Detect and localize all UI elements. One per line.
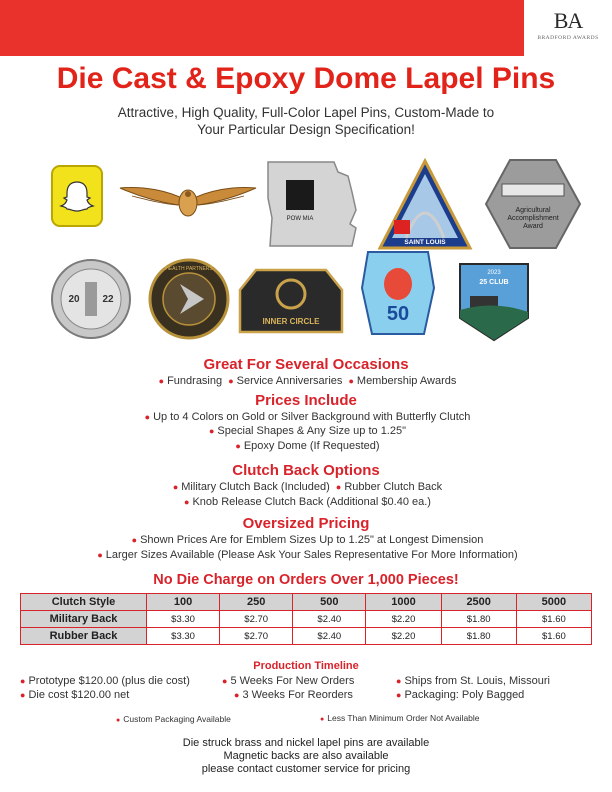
timeline-column-weeks: [222, 674, 354, 702]
table-cell: $1.60: [516, 611, 591, 628]
bullet-icon: ●: [131, 535, 138, 545]
health-partners-pin-image: [148, 258, 230, 340]
bullet-icon: ●: [97, 550, 103, 560]
pow-text: POW MIA: [286, 216, 314, 222]
snapchat-pin-image: [50, 164, 104, 228]
table-header: 100: [147, 594, 220, 611]
clutch-item: Rubber Clutch Back: [344, 481, 443, 493]
page-subtitle: [0, 104, 612, 138]
missouri-pow-pin-image: [264, 158, 360, 252]
footer-notes: [0, 737, 612, 776]
top-banner: [0, 0, 612, 56]
timeline-item: Packaging: Poly Bagged: [404, 689, 525, 701]
clutch-options-line: [0, 496, 612, 508]
prices-include-item: [0, 440, 612, 452]
pin-gallery: [0, 152, 612, 342]
clutch-item: Knob Release Clutch Back (Additional $0.40 ea.): [192, 496, 431, 508]
table-header: 5000: [516, 594, 591, 611]
circle-first-50-pin-image: [358, 248, 438, 342]
table-cell: $2.40: [293, 628, 366, 645]
table-row: [21, 611, 592, 628]
bullet-icon: ●: [320, 716, 325, 723]
clutch-options-line: [0, 481, 612, 493]
club-name: 25 CLUB: [479, 279, 509, 286]
saint-louis-text: SAINT LOUIS: [404, 239, 446, 246]
timeline-item: Ships from St. Louis, Missouri: [404, 675, 550, 687]
bullet-icon: ●: [335, 482, 342, 492]
table-row-label: Military Back: [21, 611, 147, 628]
bullet-icon: ●: [222, 676, 228, 686]
table-header: Clutch Style: [21, 594, 147, 611]
agri-line: Award: [523, 223, 543, 230]
agri-line: Accomplishment: [507, 215, 559, 222]
prices-include-heading: Prices Include: [255, 392, 357, 409]
year-right: 22: [102, 294, 114, 305]
table-cell: $2.20: [366, 611, 441, 628]
oversized-text: Shown Prices Are for Emblem Sizes Up to 1.25" at Longest Dimension: [140, 534, 484, 546]
table-header: 1000: [366, 594, 441, 611]
timeline-item: 3 Weeks For Reorders: [242, 689, 353, 701]
note-minimum-order: [320, 713, 480, 723]
bullet-icon: ●: [20, 676, 26, 686]
note-custom-packaging: [116, 714, 231, 724]
bullet-icon: ●: [396, 676, 402, 686]
table-header: 500: [293, 594, 366, 611]
agricultural-award-pin-image: [484, 156, 582, 252]
logo-tagline: BRADFORD AWARDS: [537, 35, 599, 41]
prices-include-text: Special Shapes & Any Size up to 1.25": [217, 425, 407, 437]
health-partners-text: HEALTH PARTNERS: [165, 266, 213, 272]
bullet-icon: ●: [208, 426, 215, 436]
page-title: Die Cast & Epoxy Dome Lapel Pins: [56, 62, 556, 95]
bullet-icon: ●: [116, 717, 121, 724]
inner-circle-pin-image: [236, 260, 346, 340]
inner-circle-text: INNER CIRCLE: [262, 317, 320, 326]
bullet-icon: ●: [144, 412, 151, 422]
timeline-item: 5 Weeks For New Orders: [230, 675, 355, 687]
no-die-charge-banner: No Die Charge on Orders Over 1,000 Pieces!: [153, 572, 459, 588]
note-text: Custom Packaging Available: [123, 714, 231, 724]
prices-include-item: [0, 425, 612, 437]
table-header: 2500: [441, 594, 516, 611]
aviator-wings-pin-image: [118, 178, 258, 224]
occasions-heading: Great For Several Occasions: [203, 356, 409, 373]
table-cell: $3.30: [147, 628, 220, 645]
timeline-column-shipping: [396, 674, 550, 702]
table-cell: $3.30: [147, 611, 220, 628]
footer-line: please contact customer service for pricing: [201, 763, 411, 775]
2022-silver-pin-image: [50, 258, 132, 340]
bullet-icon: ●: [172, 482, 179, 492]
prices-include-text: Epoxy Dome (If Requested): [243, 440, 380, 452]
occasion-item: Service Anniversaries: [236, 375, 343, 387]
bullet-icon: ●: [184, 497, 190, 507]
subtitle-line: Attractive, High Quality, Full-Color Lapel Pins, Custom-Made to: [117, 105, 495, 120]
oversized-heading: Oversized Pricing: [242, 515, 370, 532]
table-cell: $2.70: [220, 611, 293, 628]
table-cell: $1.80: [441, 628, 516, 645]
oversized-item: [0, 549, 612, 561]
bullet-icon: ●: [348, 376, 354, 386]
bullet-icon: ●: [234, 690, 240, 700]
timeline-item: Prototype $120.00 (plus die cost): [28, 675, 190, 687]
clutch-heading: Clutch Back Options: [232, 462, 380, 479]
25-club-pin-image: [456, 260, 532, 342]
occasion-item: Membership Awards: [356, 375, 457, 387]
footer-line: Die struck brass and nickel lapel pins are available: [182, 737, 430, 749]
logo-mark: BA: [553, 8, 583, 33]
table-cell: $1.80: [441, 611, 516, 628]
timeline-item: Die cost $120.00 net: [28, 689, 130, 701]
bullet-icon: ●: [158, 376, 165, 386]
clutch-item: Military Clutch Back (Included): [181, 481, 330, 493]
table-cell: $1.60: [516, 628, 591, 645]
subtitle-line: Your Particular Design Specification!: [197, 122, 415, 137]
timeline-heading: Production Timeline: [253, 660, 359, 672]
occasions-list: [0, 375, 612, 387]
occasion-item: Fundrasing: [167, 375, 223, 387]
brand-logo: [524, 0, 612, 56]
footer-line: Magnetic backs are also available: [223, 750, 389, 762]
table-header: 250: [220, 594, 293, 611]
table-cell: $2.40: [293, 611, 366, 628]
anniversary-number: 50: [386, 303, 410, 325]
table-header-row: [21, 594, 592, 611]
table-cell: $2.20: [366, 628, 441, 645]
agri-line: Agricultural: [515, 207, 551, 214]
table-cell: $2.70: [220, 628, 293, 645]
bullet-icon: ●: [396, 690, 402, 700]
bullet-icon: ●: [235, 441, 241, 451]
oversized-item: [0, 534, 612, 546]
table-row: [21, 628, 592, 645]
bullet-icon: ●: [228, 376, 234, 386]
note-text: Less Than Minimum Order Not Available: [327, 713, 480, 723]
table-row-label: Rubber Back: [21, 628, 147, 645]
prices-include-item: [0, 411, 612, 423]
price-table: [20, 593, 592, 645]
club-year: 2023: [487, 270, 501, 276]
year-left: 20: [68, 294, 80, 305]
prices-include-text: Up to 4 Colors on Gold or Silver Background with Butterfly Clutch: [153, 411, 471, 423]
timeline-column-pricing: [20, 674, 190, 702]
oversized-text: Larger Sizes Available (Please Ask Your Sales Representative For More Information): [105, 549, 518, 561]
saint-louis-arch-pin-image: [376, 158, 474, 256]
bullet-icon: ●: [20, 690, 26, 700]
